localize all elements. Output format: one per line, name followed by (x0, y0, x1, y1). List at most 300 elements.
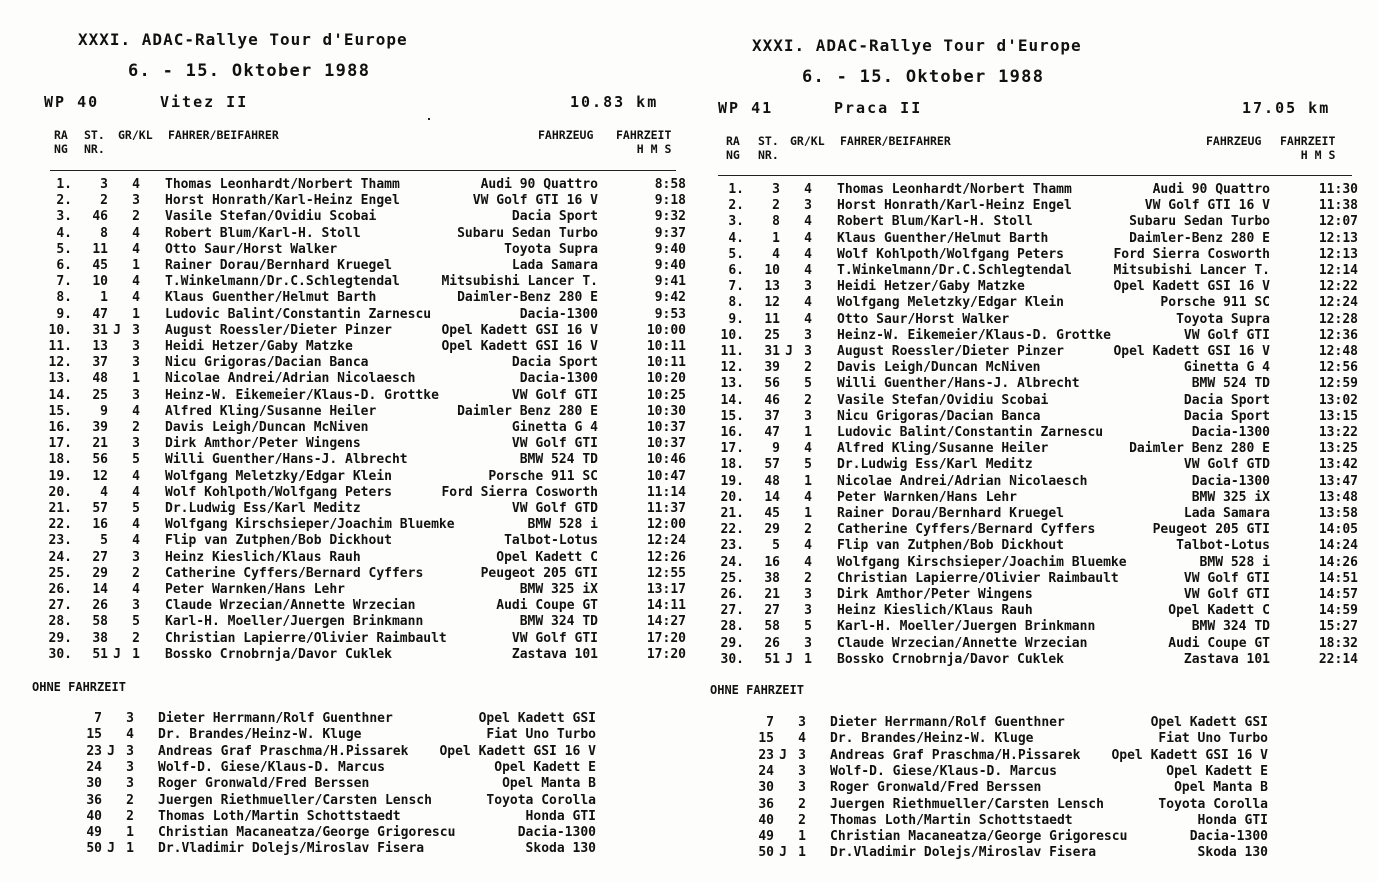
start-number-cell: 31 (92, 322, 108, 338)
class-cell: 5 (132, 452, 140, 468)
time-cell: 14:24 (1318, 538, 1358, 554)
car-cell: Daimler-Benz 280 E (1129, 230, 1270, 246)
no-time-row (682, 731, 1362, 747)
crew-cell: Heinz-W. Eikemeier/Klaus-D. Grottke (837, 327, 1111, 343)
result-row (10, 469, 690, 485)
class-cell: 2 (804, 392, 812, 408)
crew-cell: August Roessler/Dieter Pinzer (165, 322, 392, 338)
crew-cell: Roger Gronwald/Fred Berssen (830, 780, 1042, 796)
class-cell: 1 (798, 829, 806, 845)
class-cell: 3 (132, 355, 140, 371)
result-row (10, 647, 690, 663)
rank-cell: 21. (48, 501, 72, 516)
class-cell: 4 (132, 403, 140, 419)
start-number-cell: 49 (758, 829, 774, 845)
class-cell: 3 (126, 743, 134, 759)
time-cell: 11:14 (646, 484, 686, 500)
junior-flag-cell: J (779, 845, 787, 861)
class-cell: 5 (804, 619, 812, 635)
start-number-cell: 11 (764, 311, 780, 327)
class-cell: 4 (126, 727, 134, 743)
crew-cell: Christian Lapierre/Olivier Raimbault (165, 630, 447, 646)
no-time-row (10, 776, 690, 792)
rank-cell: 20. (48, 484, 72, 500)
result-row (682, 182, 1362, 198)
class-cell: 4 (804, 295, 812, 311)
time-cell: 13:02 (1318, 392, 1358, 408)
car-cell: VW Golf GTI 16 V (1144, 198, 1270, 214)
car-cell: Toyota Corolla (486, 792, 596, 808)
class-cell: 4 (804, 214, 812, 230)
time-cell: 14:05 (1318, 522, 1358, 538)
rank-cell: 14. (48, 387, 72, 403)
result-row (10, 566, 690, 582)
crew-cell: Heinz-W. Eikemeier/Klaus-D. Grottke (165, 387, 439, 403)
car-cell: Opel Kadett GSI 16 V (1113, 344, 1270, 359)
crew-cell: Thomas Leonhardt/Norbert Thamm (165, 177, 400, 192)
car-cell: Mitsubishi Lancer T. (441, 274, 598, 290)
class-cell: 4 (804, 554, 812, 570)
start-number-cell: 40 (758, 812, 774, 828)
result-row (10, 452, 690, 468)
class-cell: 3 (798, 780, 806, 796)
start-number-cell: 25 (92, 387, 108, 403)
start-number-cell: 48 (764, 473, 780, 489)
rank-cell: 22. (48, 517, 72, 533)
start-number-cell: 58 (92, 614, 108, 630)
start-number-cell: 12 (92, 468, 108, 484)
stage-distance: 10.83 km (570, 93, 659, 111)
rank-cell: 27. (720, 603, 744, 619)
car-cell: Dacia-1300 (519, 306, 598, 322)
car-cell: Fiat Uno Turbo (1158, 731, 1268, 747)
class-cell: 4 (804, 441, 812, 457)
class-cell: 3 (132, 339, 140, 354)
class-cell: 1 (132, 371, 140, 387)
start-number-cell: 50 (758, 845, 774, 861)
start-number-cell: 14 (764, 489, 780, 505)
time-cell: 14:26 (1318, 554, 1358, 570)
result-row (10, 420, 690, 436)
rally-title: XXXI. ADAC-Rallye Tour d'Europe (752, 36, 1082, 55)
start-number-cell: 38 (92, 630, 108, 646)
result-row (682, 247, 1362, 263)
result-row (682, 441, 1362, 457)
header-divider (718, 175, 1352, 176)
start-number-cell: 36 (758, 796, 774, 812)
result-row (10, 290, 690, 306)
time-cell: 11:38 (1318, 198, 1358, 214)
time-cell: 12:28 (1318, 311, 1358, 327)
result-row (682, 231, 1362, 247)
rank-cell: 17. (48, 436, 72, 452)
time-cell: 9:37 (654, 225, 686, 241)
rank-cell: 8. (56, 290, 72, 306)
start-number-cell: 10 (764, 263, 780, 278)
junior-flag-cell: J (107, 841, 115, 857)
car-cell: BMW 524 TD (1191, 376, 1270, 392)
no-time-row (10, 793, 690, 809)
start-number-cell: 15 (86, 727, 102, 743)
crew-cell: Vasile Stefan/Ovidiu Scobai (165, 209, 377, 225)
result-row (682, 474, 1362, 490)
rank-cell: 12. (720, 360, 744, 376)
car-cell: Talbot-Lotus (504, 533, 598, 549)
rank-cell: 28. (720, 619, 744, 635)
class-cell: 1 (126, 841, 134, 857)
start-number-cell: 36 (86, 792, 102, 808)
rank-cell: 11. (48, 339, 72, 354)
result-row (682, 393, 1362, 409)
class-cell: 4 (132, 468, 140, 484)
crew-cell: Dr.Vladimir Dolejs/Miroslav Fisera (158, 841, 425, 857)
result-row (10, 355, 690, 371)
time-cell: 9:53 (654, 306, 686, 322)
crew-cell: Rainer Dorau/Bernhard Kruegel (837, 506, 1064, 521)
time-cell: 12:13 (1318, 230, 1358, 246)
crew-cell: Thomas Loth/Martin Schottstaedt (158, 808, 401, 824)
result-row (10, 177, 690, 193)
crew-cell: Horst Honrath/Karl-Heinz Engel (165, 193, 400, 209)
start-number-cell: 3 (772, 182, 780, 197)
rank-cell: 29. (48, 630, 72, 646)
rank-cell: 30. (720, 651, 744, 667)
class-cell: 2 (804, 360, 812, 376)
start-number-cell: 46 (92, 209, 108, 225)
start-number-cell: 27 (92, 549, 108, 565)
time-cell: 12:48 (1318, 344, 1358, 359)
start-number-cell: 10 (92, 274, 108, 290)
crew-cell: Dirk Amthor/Peter Wingens (837, 587, 1033, 602)
time-cell: 9:40 (654, 258, 686, 273)
rank-cell: 16. (48, 420, 72, 435)
junior-flag-cell: J (785, 344, 793, 359)
start-number-cell: 15 (758, 731, 774, 747)
rank-cell: 5. (56, 241, 72, 257)
car-cell: Opel Kadett C (496, 549, 598, 565)
start-number-cell: 31 (764, 344, 780, 359)
car-cell: Honda GTI (1197, 812, 1268, 828)
car-cell: Mitsubishi Lancer T. (1113, 263, 1270, 278)
crew-cell: Roger Gronwald/Fred Berssen (158, 776, 370, 792)
result-row (10, 371, 690, 387)
start-number-cell: 47 (92, 306, 108, 322)
start-number-cell: 24 (86, 759, 102, 775)
car-cell: Opel Kadett GSI (478, 711, 596, 726)
rank-cell: 2. (56, 193, 72, 209)
crew-cell: Nicolae Andrei/Adrian Nicolaesch (837, 473, 1088, 489)
crew-cell: Thomas Leonhardt/Norbert Thamm (837, 182, 1072, 197)
car-cell: Peugeot 205 GTI (480, 565, 598, 581)
crew-cell: Klaus Guenther/Helmut Barth (837, 230, 1049, 246)
col-driver-header: FAHRER/BEIFAHRER (168, 128, 279, 142)
class-cell: 3 (804, 603, 812, 619)
class-cell: 3 (126, 776, 134, 792)
crew-cell: Dr.Vladimir Dolejs/Miroslav Fisera (830, 845, 1097, 861)
start-number-cell: 21 (92, 436, 108, 452)
crew-cell: Peter Warnken/Hans Lehr (837, 489, 1018, 505)
rank-cell: 8. (728, 295, 744, 311)
stage-number: WP 40 (44, 93, 100, 111)
time-cell: 10:11 (646, 355, 686, 371)
class-cell: 1 (804, 473, 812, 489)
time-cell: 15:27 (1318, 619, 1358, 635)
start-number-cell: 14 (92, 582, 108, 597)
result-row (682, 344, 1362, 360)
start-number-cell: 2 (772, 198, 780, 214)
rank-cell: 29. (720, 635, 744, 651)
time-cell: 10:00 (646, 322, 686, 338)
class-cell: 3 (804, 279, 812, 295)
start-number-cell: 51 (92, 646, 108, 662)
time-cell: 9:40 (654, 241, 686, 257)
class-cell: 1 (132, 258, 140, 273)
time-cell: 13:42 (1318, 457, 1358, 473)
no-time-row (682, 845, 1362, 861)
car-cell: Audi 90 Quattro (1152, 182, 1270, 197)
crew-cell: Willi Guenther/Hans-J. Albrecht (165, 452, 408, 468)
car-cell: Opel Kadett E (494, 759, 596, 775)
start-number-cell: 47 (764, 425, 780, 440)
rank-cell: 16. (720, 425, 744, 440)
crew-cell: Claude Wrzecian/Annette Wrzecian (165, 598, 416, 614)
col-startnr-header: ST. NR. (84, 128, 105, 156)
col-driver-header: FAHRER/BEIFAHRER (840, 134, 951, 148)
car-cell: Porsche 911 SC (488, 468, 598, 484)
car-cell: Skoda 130 (525, 841, 596, 857)
time-cell: 13:58 (1318, 506, 1358, 521)
start-number-cell: 49 (86, 825, 102, 841)
time-cell: 12:26 (646, 549, 686, 565)
start-number-cell: 21 (764, 587, 780, 602)
time-cell: 8:58 (654, 177, 686, 192)
rank-cell: 7. (728, 279, 744, 295)
ohne-fahrzeit-label: OHNE FAHRZEIT (32, 680, 126, 694)
result-row (10, 614, 690, 630)
car-cell: Dacia-1300 (1189, 829, 1268, 845)
crew-cell: Wolf Kohlpoth/Wolfgang Peters (165, 484, 392, 500)
class-cell: 1 (132, 306, 140, 322)
crew-cell: Andreas Graf Praschma/H.Pissarek (158, 743, 409, 759)
rank-cell: 25. (720, 570, 744, 586)
time-cell: 13:22 (1318, 425, 1358, 440)
result-row (682, 652, 1362, 668)
time-cell: 12:14 (1318, 263, 1358, 278)
crew-cell: Christian Macaneatza/George Grigorescu (830, 829, 1128, 845)
start-number-cell: 56 (764, 376, 780, 392)
car-cell: VW Golf GTI (511, 387, 598, 403)
start-number-cell: 13 (764, 279, 780, 295)
class-cell: 1 (798, 845, 806, 861)
ohne-fahrzeit-label: OHNE FAHRZEIT (710, 683, 804, 697)
crew-cell: Christian Macaneatza/George Grigorescu (158, 825, 456, 841)
class-cell: 3 (132, 193, 140, 209)
class-cell: 4 (804, 182, 812, 197)
start-number-cell: 37 (92, 355, 108, 371)
result-row (682, 490, 1362, 506)
time-cell: 12:13 (1318, 246, 1358, 262)
rank-cell: 3. (728, 214, 744, 230)
class-cell: 3 (132, 322, 140, 338)
car-cell: Lada Samara (1183, 506, 1270, 521)
result-row (10, 242, 690, 258)
crew-cell: Dr. Brandes/Heinz-W. Kluge (158, 727, 362, 743)
crew-cell: Alfred Kling/Susanne Heiler (165, 403, 377, 419)
class-cell: 5 (132, 614, 140, 630)
result-row (682, 555, 1362, 571)
crew-cell: Ludovic Balint/Constantin Zarnescu (837, 425, 1104, 440)
time-cell: 10:30 (646, 403, 686, 419)
car-cell: BMW 528 i (1199, 554, 1270, 570)
result-row (10, 631, 690, 647)
crew-cell: Flip van Zutphen/Bob Dickhout (165, 533, 392, 549)
start-number-cell: 26 (764, 635, 780, 651)
class-cell: 3 (126, 759, 134, 775)
rank-cell: 12. (48, 355, 72, 371)
result-row (682, 603, 1362, 619)
time-cell: 11:30 (1318, 182, 1358, 197)
car-cell: Dacia Sport (511, 355, 598, 371)
class-cell: 4 (132, 177, 140, 192)
start-number-cell: 57 (92, 501, 108, 516)
class-cell: 1 (132, 646, 140, 662)
car-cell: Daimler-Benz 280 E (457, 290, 598, 306)
col-time-header: FAHRZEIT H M S (1280, 134, 1336, 162)
col-car-header: FAHRZEUG (1206, 134, 1262, 148)
start-number-cell: 46 (764, 392, 780, 408)
time-cell: 13:47 (1318, 473, 1358, 489)
rank-cell: 7. (56, 274, 72, 290)
start-number-cell: 40 (86, 808, 102, 824)
car-cell: Opel Kadett GSI 16 V (441, 339, 598, 354)
car-cell: VW Golf GTI (1183, 587, 1270, 602)
car-cell: Toyota Supra (1176, 311, 1270, 327)
speck-mark (428, 118, 430, 120)
result-row (10, 274, 690, 290)
time-cell: 13:17 (646, 582, 686, 597)
result-row (682, 376, 1362, 392)
result-row (682, 198, 1362, 214)
rank-cell: 19. (720, 473, 744, 489)
time-cell: 14:11 (646, 598, 686, 614)
class-cell: 2 (132, 420, 140, 435)
junior-flag-cell: J (107, 743, 115, 759)
crew-cell: Wolfgang Kirschsieper/Joachim Bluemke (837, 554, 1127, 570)
crew-cell: Willi Guenther/Hans-J. Albrecht (837, 376, 1080, 392)
result-row (682, 538, 1362, 554)
class-cell: 4 (798, 731, 806, 747)
start-number-cell: 39 (92, 420, 108, 435)
col-time-header: FAHRZEIT H M S (616, 128, 672, 156)
result-row (682, 587, 1362, 603)
car-cell: BMW 324 TD (519, 614, 598, 630)
car-cell: Dacia-1300 (1191, 473, 1270, 489)
result-row (682, 409, 1362, 425)
rank-cell: 2. (728, 198, 744, 214)
crew-cell: Juergen Riethmueller/Carsten Lensch (830, 796, 1104, 812)
car-cell: Audi Coupe GT (496, 598, 598, 614)
car-cell: VW Golf GTI 16 V (472, 193, 598, 209)
crew-cell: Wolfgang Meletzky/Edgar Klein (165, 468, 392, 484)
start-number-cell: 5 (772, 538, 780, 554)
time-cell: 12:24 (1318, 295, 1358, 311)
start-number-cell: 1 (100, 290, 108, 306)
stage-name: Praca II (834, 99, 923, 117)
no-time-row (10, 825, 690, 841)
col-class-header: GR/KL (118, 128, 153, 142)
start-number-cell: 7 (94, 711, 102, 726)
result-row (10, 388, 690, 404)
car-cell: BMW 325 iX (519, 582, 598, 597)
time-cell: 10:37 (646, 420, 686, 435)
time-cell: 13:48 (1318, 489, 1358, 505)
time-cell: 14:57 (1318, 587, 1358, 602)
start-number-cell: 27 (764, 603, 780, 619)
class-cell: 2 (126, 808, 134, 824)
rally-dates: 6. - 15. Oktober 1988 (802, 67, 1045, 87)
class-cell: 1 (804, 425, 812, 440)
class-cell: 3 (804, 198, 812, 214)
crew-cell: T.Winkelmann/Dr.C.Schlegtendal (837, 263, 1072, 278)
crew-cell: Robert Blum/Karl-H. Stoll (837, 214, 1033, 230)
junior-flag-cell: J (785, 651, 793, 667)
car-cell: Opel Kadett GSI 16 V (439, 743, 596, 759)
result-row (10, 193, 690, 209)
start-number-cell: 25 (764, 327, 780, 343)
crew-cell: Nicu Grigoras/Dacian Banca (837, 408, 1041, 424)
rank-cell: 10. (720, 327, 744, 343)
rank-cell: 4. (728, 230, 744, 246)
junior-flag-cell: J (113, 322, 121, 338)
time-cell: 14:51 (1318, 570, 1358, 586)
class-cell: 3 (132, 436, 140, 452)
class-cell: 3 (132, 598, 140, 614)
class-cell: 2 (804, 522, 812, 538)
class-cell: 2 (798, 796, 806, 812)
time-cell: 9:41 (654, 274, 686, 290)
crew-cell: Heidi Hetzer/Gaby Matzke (165, 339, 353, 354)
class-cell: 4 (804, 489, 812, 505)
result-row (10, 339, 690, 355)
col-car-header: FAHRZEUG (538, 128, 594, 142)
car-cell: Zastava 101 (511, 646, 598, 662)
time-cell: 17:20 (646, 646, 686, 662)
crew-cell: Dr.Ludwig Ess/Karl Meditz (837, 457, 1033, 473)
class-cell: 4 (132, 225, 140, 241)
start-number-cell: 8 (772, 214, 780, 230)
crew-cell: Wolf-D. Giese/Klaus-D. Marcus (158, 759, 385, 775)
result-row (10, 485, 690, 501)
stage-name: Vitez II (160, 93, 249, 111)
crew-cell: Vasile Stefan/Ovidiu Scobai (837, 392, 1049, 408)
crew-cell: Otto Saur/Horst Walker (165, 241, 338, 257)
crew-cell: Davis Leigh/Duncan McNiven (165, 420, 369, 435)
crew-cell: Thomas Loth/Martin Schottstaedt (830, 812, 1073, 828)
start-number-cell: 29 (92, 565, 108, 581)
start-number-cell: 1 (772, 230, 780, 246)
no-time-row (682, 764, 1362, 780)
time-cell: 17:20 (646, 630, 686, 646)
result-row (10, 501, 690, 517)
crew-cell: Otto Saur/Horst Walker (837, 311, 1010, 327)
start-number-cell: 57 (764, 457, 780, 473)
car-cell: Porsche 911 SC (1160, 295, 1270, 311)
class-cell: 4 (132, 484, 140, 500)
car-cell: BMW 324 TD (1191, 619, 1270, 635)
time-cell: 12:56 (1318, 360, 1358, 376)
car-cell: VW Golf GTI (1183, 570, 1270, 586)
crew-cell: Wolfgang Meletzky/Edgar Klein (837, 295, 1064, 311)
